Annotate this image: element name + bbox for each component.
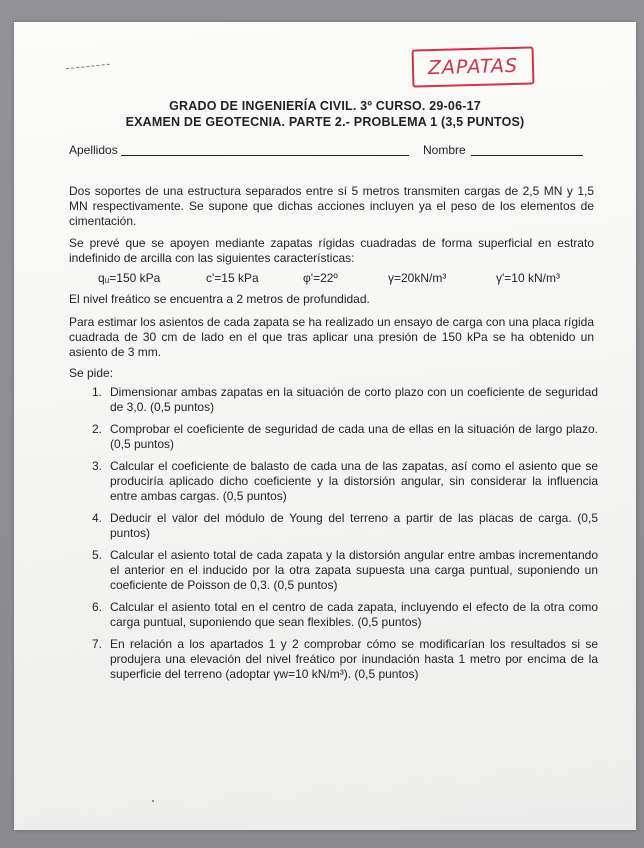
list-item <box>92 385 598 415</box>
exam-sheet <box>14 22 636 830</box>
param-phi: φ'=22º <box>303 271 338 285</box>
pen-mark <box>66 64 110 73</box>
param-qu: qᵤ=150 kPa <box>98 271 161 285</box>
item-number: 7. <box>92 637 103 651</box>
list-item <box>92 637 598 682</box>
param-gamma: γ=20kN/m³ <box>388 271 447 285</box>
surname-blank[interactable] <box>121 155 409 156</box>
item-number: 2. <box>92 422 103 436</box>
list-item <box>92 459 598 504</box>
surname-label: Apellidos <box>69 143 118 157</box>
paper-fleck <box>152 800 154 802</box>
item-text: Calcular el asiento total de cada zapata y la distorsión angular entre ambas incrementando el anterior en el inducido por la otra zapata supuesta una carga puntual, suponiendo un coeficiente de Poisson de 0,3. (0,5 puntos) <box>110 548 598 592</box>
list-item <box>92 600 598 630</box>
item-number: 3. <box>92 459 103 473</box>
item-text: Calcular el asiento total en el centro de cada zapata, incluyendo el efecto de la otra como carga puntual, suponiendo que sean flexibles. (0,5 puntos) <box>110 600 598 629</box>
exam-header-title: EXAMEN DE GEOTECNIA. PARTE 2.- PROBLEMA 1 (3,5 PUNTOS) <box>125 115 525 129</box>
asks-label: Se pide: <box>69 366 114 380</box>
name-label: Nombre <box>423 143 466 157</box>
item-number: 6. <box>92 600 103 614</box>
water-table-paragraph: El nivel freático se encuentra a 2 metros de profundidad. <box>69 292 370 306</box>
student-fields <box>69 143 589 161</box>
item-text: Calcular el coeficiente de balasto de cada una de las zapatas, así como el asiento que se produciría aplicado dicho coeficiente y la distorsión angular, sin considerar la influencia entre ambas cargas. (0,5 puntos) <box>110 459 598 503</box>
foundation-paragraph: Se prevé que se apoyen mediante zapatas rígidas cuadradas de forma superficial en estrato indefinido de arcilla con las siguientes características: <box>69 236 594 265</box>
item-text: Dimensionar ambas zapatas en la situación de corto plazo con un coeficiente de seguridad de 3,0. (0,5 puntos) <box>110 385 598 414</box>
plate-test-paragraph: Para estimar los asientos de cada zapata se ha realizado un ensayo de carga con una placa rígida cuadrada de 30 cm de lado en el que tras aplicar una presión de 150 kPa se ha obtenido un asiento de 3 mm. <box>69 315 594 359</box>
item-number: 1. <box>92 385 103 399</box>
item-number: 5. <box>92 548 103 562</box>
list-item <box>92 422 598 452</box>
intro-paragraph: Dos soportes de una estructura separados entre sí 5 metros transmiten cargas de 2,5 MN y 1,5 MN respectivamente. Se supone que dichas acciones incluyen ya el peso de los elementos de cimentación. <box>69 184 594 228</box>
question-list <box>92 385 598 689</box>
soil-parameters <box>98 271 568 287</box>
item-text: Deducir el valor del módulo de Young del terreno a partir de las placas de carga. (0,5 puntos) <box>110 511 598 540</box>
item-number: 4. <box>92 511 103 525</box>
list-item <box>92 548 598 593</box>
param-gamma-prime: γ'=10 kN/m³ <box>496 271 560 285</box>
param-c: c'=15 kPa <box>206 271 259 285</box>
zapatas-stamp: ZAPATAS <box>412 46 535 87</box>
item-text: En relación a los apartados 1 y 2 comprobar cómo se modificarían los resultados si se produjera una elevación del nivel freático por inundación hasta 1 metro por encima de la superficie del terreno (adoptar γw=10 kN/m³). (0,5 puntos) <box>110 637 598 681</box>
exam-header-course: GRADO DE INGENIERÍA CIVIL. 3º CURSO. 29-06-17 <box>169 99 481 113</box>
item-text: Comprobar el coeficiente de seguridad de cada una de ellas en la situación de largo plazo. (0,5 puntos) <box>110 422 598 451</box>
name-blank[interactable] <box>471 155 583 156</box>
list-item <box>92 511 598 541</box>
